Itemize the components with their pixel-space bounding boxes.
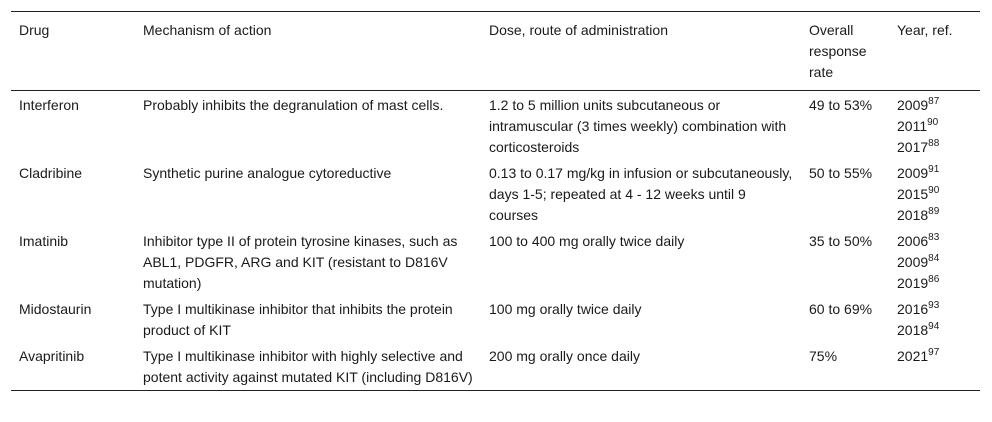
year-ref-entry <box>897 299 972 320</box>
year-ref-entry <box>897 95 972 116</box>
year: 2009 <box>897 97 929 113</box>
cell-mechanism: Probably inhibits the degranulation of mast cells. <box>143 97 444 113</box>
cell-year-ref <box>889 296 980 343</box>
cell-dose: 100 mg orally twice daily <box>489 301 642 317</box>
ref-number: 87 <box>928 96 940 107</box>
table-row <box>11 228 980 296</box>
cell-mechanism: Type I multikinase inhibitor that inhibits the protein product of KIT <box>143 301 453 338</box>
cell-dose: 200 mg orally once daily <box>489 348 640 364</box>
header-dose: Dose, route of administration <box>489 22 668 38</box>
table-row <box>11 343 980 391</box>
ref-number: 90 <box>927 117 939 128</box>
year: 2006 <box>897 233 929 249</box>
cell-dose: 0.13 to 0.17 mg/kg in infusion or subcutaneously, days 1-5; repeated at 4 - 12 weeks until 9 courses <box>489 165 793 223</box>
year: 2019 <box>897 275 929 291</box>
year-ref-entry <box>897 252 972 273</box>
cell-drug: Midostaurin <box>19 301 92 317</box>
ref-number: 88 <box>928 138 940 149</box>
cell-response-rate: 35 to 50% <box>809 233 873 249</box>
drug-table-container <box>11 11 980 391</box>
cell-year-ref <box>889 343 980 391</box>
header-year-ref: Year, ref. <box>897 22 953 38</box>
ref-number: 83 <box>928 232 940 243</box>
year: 2015 <box>897 186 929 202</box>
cell-response-rate: 50 to 55% <box>809 165 873 181</box>
cell-dose: 1.2 to 5 million units subcutaneous or intramuscular (3 times weekly) combination with corticosteroids <box>489 97 787 155</box>
table-row <box>11 91 980 161</box>
year: 2017 <box>897 139 929 155</box>
year: 2018 <box>897 322 929 338</box>
cell-year-ref <box>889 91 980 161</box>
year-ref-entry <box>897 346 972 367</box>
header-row <box>11 12 980 91</box>
cell-year-ref <box>889 160 980 228</box>
year: 2016 <box>897 301 929 317</box>
year: 2021 <box>897 348 929 364</box>
cell-mechanism: Type I multikinase inhibitor with highly selective and potent activity against mutated KIT (including D816V) <box>143 348 473 385</box>
year-ref-entry <box>897 184 972 205</box>
table-row <box>11 296 980 343</box>
cell-drug: Imatinib <box>19 233 69 249</box>
year-ref-entry <box>897 231 972 252</box>
cell-drug: Cladribine <box>19 165 83 181</box>
cell-mechanism: Synthetic purine analogue cytoreductive <box>143 165 392 181</box>
header-response-rate: Overall response rate <box>809 22 867 80</box>
header-drug: Drug <box>19 22 50 38</box>
year: 2009 <box>897 165 929 181</box>
ref-number: 84 <box>928 253 940 264</box>
table-row <box>11 160 980 228</box>
table-body <box>11 91 980 391</box>
cell-response-rate: 60 to 69% <box>809 301 873 317</box>
year: 2018 <box>897 207 929 223</box>
year-ref-entry <box>897 116 972 137</box>
ref-number: 86 <box>928 274 940 285</box>
ref-number: 97 <box>928 347 940 358</box>
header-mechanism: Mechanism of action <box>143 22 272 38</box>
ref-number: 91 <box>928 164 940 175</box>
cell-response-rate: 75% <box>809 348 838 364</box>
cell-dose: 100 to 400 mg orally twice daily <box>489 233 685 249</box>
table-header <box>11 12 980 91</box>
cell-drug: Avapritinib <box>19 348 85 364</box>
ref-number: 94 <box>928 321 940 332</box>
drug-table <box>11 11 980 391</box>
ref-number: 90 <box>928 185 940 196</box>
year-ref-entry <box>897 137 972 158</box>
ref-number: 93 <box>928 300 940 311</box>
cell-drug: Interferon <box>19 97 79 113</box>
cell-response-rate: 49 to 53% <box>809 97 873 113</box>
year-ref-entry <box>897 205 972 226</box>
cell-mechanism: Inhibitor type II of protein tyrosine kinases, such as ABL1, PDGFR, ARG and KIT (resistant to D816V mutation) <box>143 233 458 291</box>
ref-number: 89 <box>928 206 940 217</box>
year: 2011 <box>897 118 928 134</box>
year-ref-entry <box>897 163 972 184</box>
year-ref-entry <box>897 273 972 294</box>
year: 2009 <box>897 254 929 270</box>
year-ref-entry <box>897 320 972 341</box>
cell-year-ref <box>889 228 980 296</box>
